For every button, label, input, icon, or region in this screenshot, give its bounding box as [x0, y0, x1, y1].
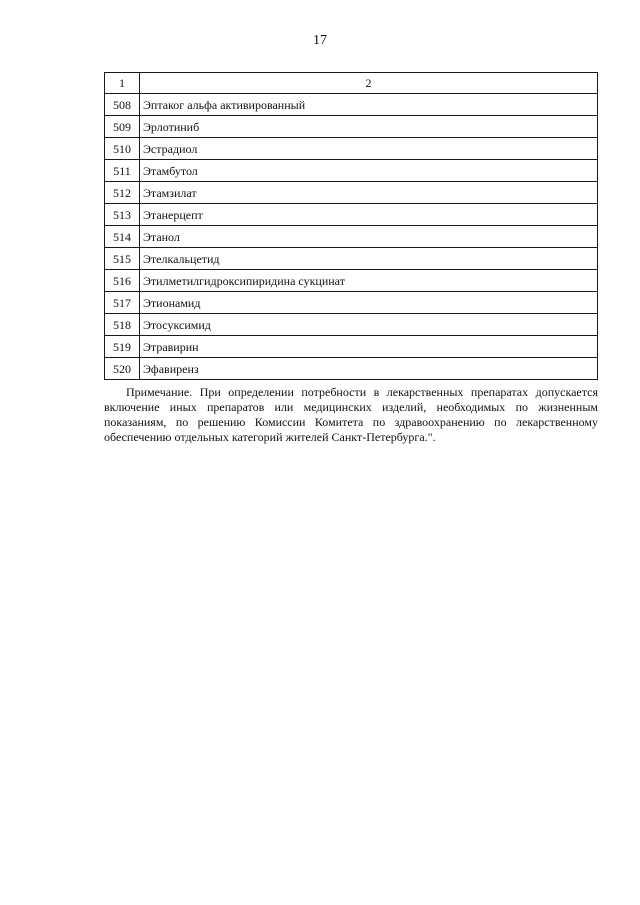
table-row — [105, 292, 598, 314]
page-number: 17 — [313, 33, 327, 48]
row-number: 508 — [105, 94, 140, 116]
row-number: 509 — [105, 116, 140, 138]
table-row — [105, 116, 598, 138]
note-paragraph: Примечание. При определении потребности в лекарственных препаратах допускается включение иных препаратов или медицинских изделий, необходимых по жизненным показаниям, по решению Комиссии Комитета по здравоохранению по лекарственному обеспечению отдельных категорий жителей Санкт-Петербурга.". — [104, 385, 598, 444]
drug-name: Эптаког альфа активированный — [140, 94, 598, 116]
row-number: 520 — [105, 358, 140, 380]
drug-table — [104, 72, 598, 380]
row-number: 513 — [105, 204, 140, 226]
row-number: 516 — [105, 270, 140, 292]
drug-name: Этилметилгидроксипиридина сукцинат — [140, 270, 598, 292]
row-number: 512 — [105, 182, 140, 204]
row-number: 511 — [105, 160, 140, 182]
row-number: 515 — [105, 248, 140, 270]
table-row — [105, 160, 598, 182]
table-row — [105, 314, 598, 336]
row-number: 517 — [105, 292, 140, 314]
row-number: 518 — [105, 314, 140, 336]
drug-name: Этанол — [140, 226, 598, 248]
row-number: 510 — [105, 138, 140, 160]
drug-name: Эрлотиниб — [140, 116, 598, 138]
table-row — [105, 94, 598, 116]
table-row — [105, 270, 598, 292]
table-row — [105, 248, 598, 270]
drug-name: Эфавиренз — [140, 358, 598, 380]
column-header-name: 2 — [140, 73, 598, 94]
drug-name: Этамбутол — [140, 160, 598, 182]
table-row — [105, 138, 598, 160]
table-row — [105, 182, 598, 204]
table-row — [105, 226, 598, 248]
drug-name: Этравирин — [140, 336, 598, 358]
column-header-number: 1 — [105, 73, 140, 94]
row-number: 519 — [105, 336, 140, 358]
row-number: 514 — [105, 226, 140, 248]
drug-name: Этамзилат — [140, 182, 598, 204]
drug-name: Этионамид — [140, 292, 598, 314]
drug-name: Этанерцепт — [140, 204, 598, 226]
table-row — [105, 204, 598, 226]
drug-name: Эстрадиол — [140, 138, 598, 160]
table-row — [105, 336, 598, 358]
drug-name: Этосуксимид — [140, 314, 598, 336]
drug-name: Этелкальцетид — [140, 248, 598, 270]
table-header-row — [105, 73, 598, 94]
table-row — [105, 358, 598, 380]
